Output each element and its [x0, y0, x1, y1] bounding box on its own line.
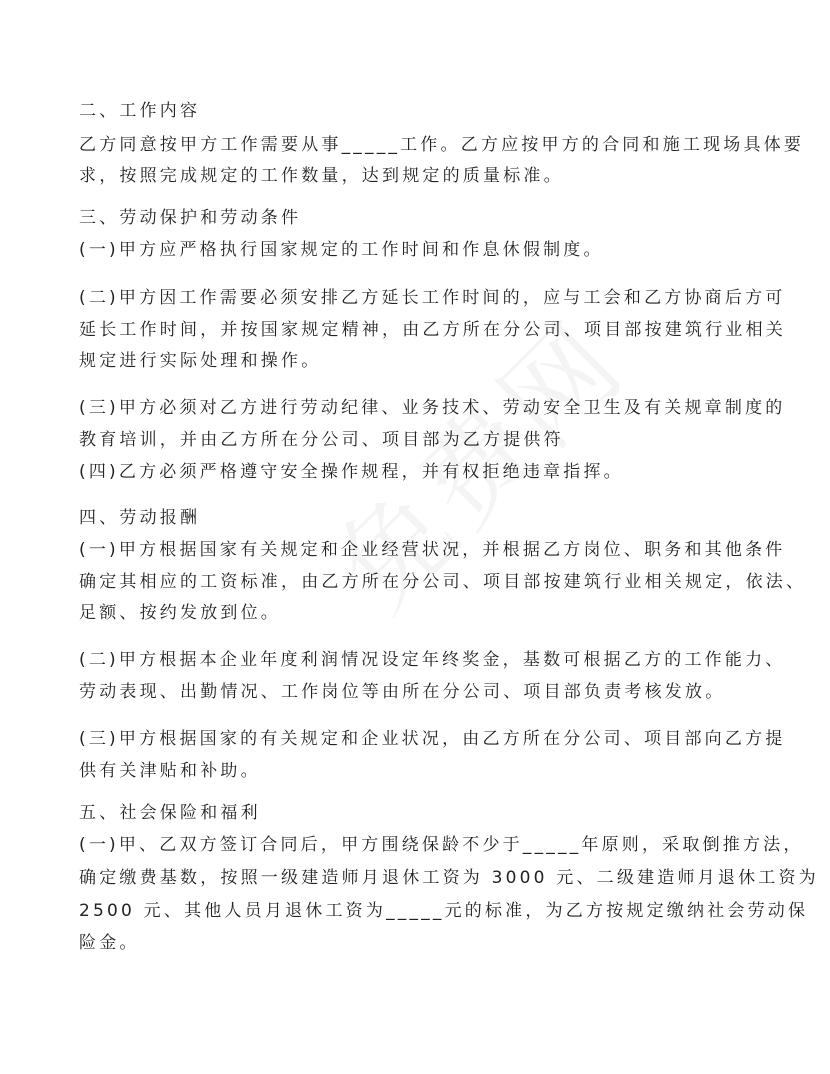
paragraph-line: (三)甲方必须对乙方进行劳动纪律、业务技术、劳动安全卫生及有关规章制度的	[79, 398, 786, 418]
paragraph-line: (一)甲方应严格执行国家规定的工作时间和作息休假制度。	[79, 240, 604, 260]
paragraph-line: 教育培训，并由乙方所在分公司、项目部为乙方提供符	[79, 430, 564, 450]
paragraph-line: (二)甲方因工作需要必须安排乙方延长工作时间的，应与工会和乙方协商后方可	[79, 288, 786, 308]
paragraph-line: (一)甲方根据国家有关规定和企业经营状况，并根据乙方岗位、职务和其他条件	[79, 540, 786, 560]
heading-work-content: 二、工作内容	[79, 101, 201, 121]
paragraph-line: (三)甲方根据国家的有关规定和企业状况，由乙方所在分公司、项目部向乙方提	[79, 729, 786, 749]
paragraph-line: 确定其相应的工资标准，由乙方所在分公司、项目部按建筑行业相关规定，依法、	[79, 572, 807, 592]
paragraph-line: 求，按照完成规定的工作数量，达到规定的质量标准。	[79, 166, 564, 186]
paragraph-line: 延长工作时间，并按国家规定精神，由乙方所在分公司、项目部按建筑行业相关	[79, 320, 786, 340]
paragraph-line: (二)甲方根据本企业年度利润情况设定年终奖金，基数可根据乙方的工作能力、	[79, 650, 786, 670]
heading-labor-remuneration: 四、劳动报酬	[79, 508, 201, 528]
paragraph-line: 险金。	[79, 933, 140, 953]
heading-social-insurance: 五、社会保险和福利	[79, 803, 261, 823]
paragraph-line: 供有关津贴和补助。	[79, 761, 261, 781]
paragraph-line: (一)甲、乙双方签订合同后，甲方围绕保龄不少于_____年原则，采取倒推方法，	[79, 835, 804, 855]
paragraph-line: 规定进行实际处理和操作。	[79, 351, 322, 371]
paragraph-line: 足额、按约发放到位。	[79, 603, 281, 623]
paragraph-line: 确定缴费基数，按照一级建造师月退休工资为 3000 元、二级建造师月退休工资为	[79, 868, 819, 888]
paragraph-line: 2500 元、其他人员月退休工资为_____元的标准，为乙方按规定缴纳社会劳动保	[79, 901, 809, 921]
heading-labor-protection: 三、劳动保护和劳动条件	[79, 208, 302, 228]
paragraph-line: 乙方同意按甲方工作需要从事_____工作。乙方应按甲方的合同和施工现场具体要	[79, 135, 805, 155]
paragraph-line: (四)乙方必须严格遵守安全操作规程，并有权拒绝违章指挥。	[79, 462, 624, 482]
paragraph-line: 劳动表现、出勤情况、工作岗位等由所在分公司、项目部负责考核发放。	[79, 682, 726, 702]
